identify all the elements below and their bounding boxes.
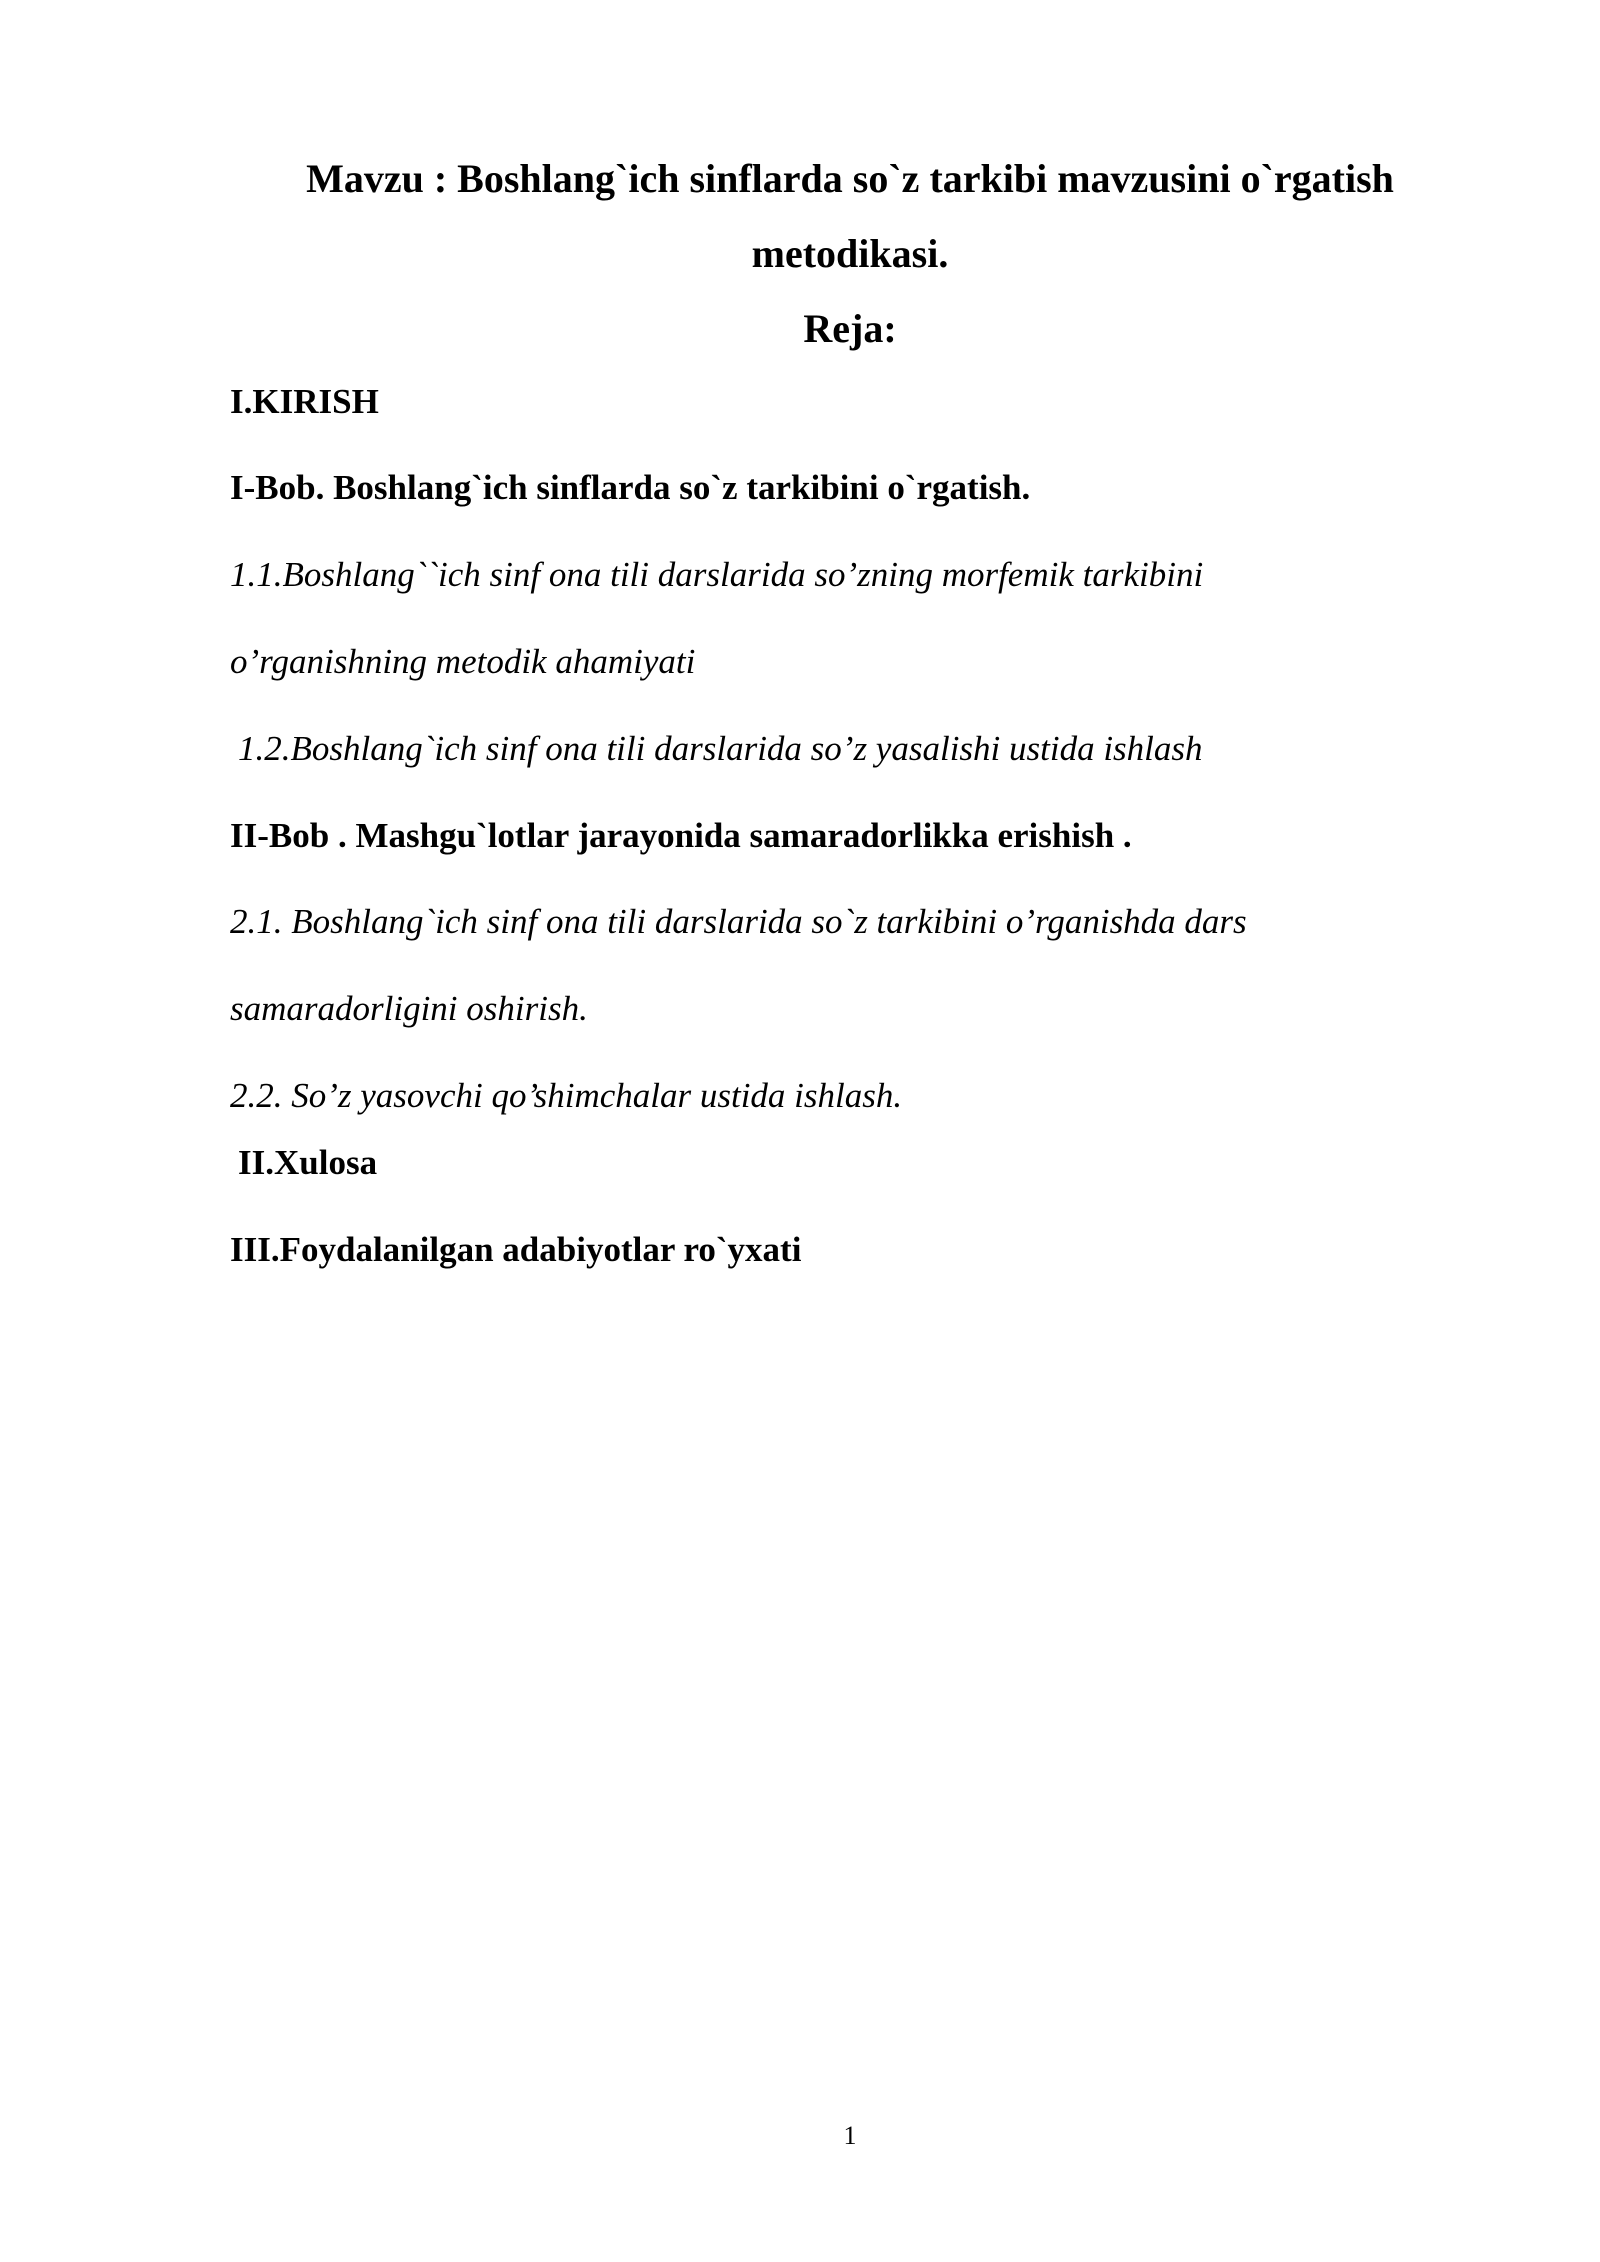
document-title-continuation: metodikasi.	[751, 231, 949, 276]
outline-chapter-2: II-Bob . Mashgu`lotlar jarayonida samaradorlikka erishish .	[230, 816, 1132, 855]
outline-bibliography: III.Foydalanilgan adabiyotlar ro`yxati	[230, 1230, 802, 1269]
plan-heading: Reja:	[803, 306, 897, 351]
outline-chapter-1: I-Bob. Boshlang`ich sinflarda so`z tarkibini o`rgatish.	[230, 468, 1031, 507]
outline-introduction: I.KIRISH	[230, 382, 379, 421]
outline-section-1-2: 1.2.Boshlang`ich sinf ona tili darslarida so’z yasalishi ustida ishlash	[238, 729, 1203, 768]
outline-section-1-1-continuation: o’rganishning metodik ahamiyati	[230, 642, 696, 681]
outline-section-2-2: 2.2. So’z yasovchi qo’shimchalar ustida ishlash.	[230, 1076, 903, 1115]
outline-section-2-1-continuation: samaradorligini oshirish.	[230, 989, 588, 1028]
page-number: 1	[843, 2121, 857, 2150]
document-title: Mavzu : Boshlang`ich sinflarda so`z tarkibi mavzusini o`rgatish	[306, 156, 1394, 201]
outline-section-2-1: 2.1. Boshlang`ich sinf ona tili darslarida so`z tarkibini o’rganishda dars	[230, 902, 1247, 941]
outline-conclusion: II.Xulosa	[238, 1143, 378, 1182]
outline-section-1-1: 1.1.Boshlang``ich sinf ona tili darslarida so’zning morfemik tarkibini	[230, 555, 1204, 594]
